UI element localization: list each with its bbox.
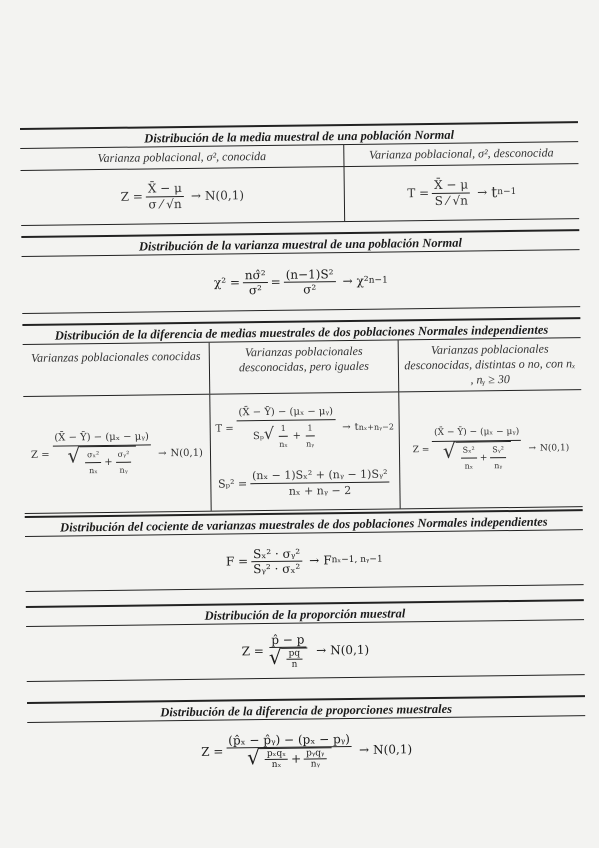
z-dif-prop-rad2 [304, 748, 327, 769]
z-dif-prop-rhs: N(0,1) [373, 742, 413, 757]
formula-z-dif-large [398, 390, 582, 508]
z-dif-prop-num: (p̂ₓ − p̂ᵧ) − (pₓ − pᵧ) [226, 731, 352, 748]
z-dif-large-rad2-den: nᵧ [494, 461, 503, 471]
formula-t-dif-cell [209, 392, 399, 510]
t-media-num: X̄ − μ [432, 177, 470, 193]
z-prop-rad-den: n [291, 659, 298, 670]
chi-lhs: χ² = [213, 275, 241, 290]
t-dif-rad1-num: 1 [279, 421, 288, 437]
chi-den1: σ² [248, 282, 262, 297]
chi-rhs: χ² [356, 273, 369, 288]
arrow-symbol: → [528, 443, 537, 454]
f-fraction [251, 546, 302, 576]
t-dif-num: (X̄ − Ȳ) − (μₓ − μᵧ) [236, 404, 335, 421]
z-dif-prop-fraction [226, 731, 352, 770]
section-title-cociente: Distribución del cociente de varianzas muestrales de dos poblaciones Normales independientes [25, 509, 583, 537]
z-dif-fraction [52, 429, 151, 478]
z-dif-prop-rad2-den: nᵧ [310, 758, 321, 769]
header-desconocidas-distintas: Varianzas poblacionales desconocidas, distintas o no, con nₓ , nᵧ ≥ 30 [398, 338, 582, 391]
z-dif-prop-lhs: Z = [201, 744, 224, 759]
z-dif-radicand [80, 446, 137, 479]
arrow-symbol: → [316, 643, 327, 658]
section-title-media: Distribución de la media muestral de una población Normal [20, 121, 578, 149]
sqrt-icon: √ [263, 423, 275, 444]
z-media-rhs: N(0,1) [204, 187, 245, 203]
sqrt-icon: √ [268, 644, 282, 669]
z-prop-sqrt [267, 644, 310, 670]
chi-num1: nσ̂² [243, 267, 268, 282]
chi-frac1 [243, 267, 268, 296]
t-dif-rad2-den: nᵧ [306, 439, 315, 449]
t-dif-sp: Sₚ [252, 431, 264, 443]
z-dif-rad1-num: σₓ² [85, 447, 101, 463]
dif-medias-headers-row [23, 338, 582, 397]
formula-z-media [21, 167, 345, 225]
chi-den2: σ² [303, 281, 317, 297]
z-dif-rad2-den: nᵧ [119, 465, 128, 475]
z-dif-rad2 [115, 447, 131, 478]
z-dif-large-rad1 [461, 442, 477, 473]
sp2-num: (nₓ − 1)Sₓ² + (nᵧ − 1)Sᵧ² [250, 467, 390, 485]
z-dif-prop-radicand [260, 747, 332, 770]
t-media-rhs: t [491, 182, 498, 201]
t-dif-fraction [236, 404, 335, 452]
z-prop-rad [287, 648, 303, 669]
z-dif-large-rad1-den: nₓ [464, 461, 474, 471]
t-dif-rad1 [277, 421, 290, 452]
z-media-den: σ ⁄ √n [148, 196, 182, 211]
section-title-varianza: Distribución de la varianza muestral de una población Normal [21, 229, 579, 257]
formula-f [25, 530, 584, 592]
formula-chi [22, 250, 581, 314]
t-media-fraction [432, 177, 470, 208]
t-dif-plus: + [292, 430, 302, 442]
z-dif-rhs: N(0,1) [170, 447, 204, 459]
formula-z-dif [23, 395, 210, 513]
arrow-symbol: → [342, 421, 351, 434]
sp2-den: nₓ + nᵧ − 2 [288, 483, 352, 498]
z-dif-prop-rad1-den: nₓ [271, 759, 282, 770]
z-dif-prop-rad1 [265, 748, 288, 769]
formula-t-dif [214, 403, 395, 452]
z-dif-rad1 [85, 447, 101, 478]
z-prop-rad-num: pq [287, 648, 303, 659]
z-dif-rad2-num: σᵧ² [115, 447, 131, 463]
arrow-symbol: → [477, 184, 488, 199]
t-media-den: S ⁄ √n [434, 193, 468, 208]
z-media-lhs: Z = [120, 189, 144, 204]
media-formulas-row [21, 164, 580, 226]
t-dif-sub: nₓ+nᵧ−2 [358, 422, 394, 432]
f-num: Sₓ² · σᵧ² [251, 546, 302, 562]
z-dif-lhs: Z = [30, 449, 50, 461]
sqrt-icon: √ [247, 744, 261, 769]
z-dif-large-rad2-num: Sᵧ² [490, 442, 506, 458]
z-dif-sqrt [65, 443, 138, 479]
z-dif-large-rhs: N(0,1) [539, 442, 570, 454]
z-prop-rhs: N(0,1) [330, 642, 370, 658]
section-title-proporcion: Distribución de la proporción muestral [26, 599, 584, 627]
sp2-lhs: Sₚ² = [218, 477, 248, 491]
chi-sub: n−1 [368, 275, 388, 286]
z-dif-rad1-den: nₓ [89, 466, 98, 476]
chi-num2: (n−1)S² [284, 267, 336, 283]
z-prop-lhs: Z = [241, 644, 264, 659]
z-dif-large-plus: + [479, 453, 488, 464]
t-dif-lhs: T = [215, 423, 234, 435]
z-dif-large-num: (X̄ − Ȳ) − (μₓ − μᵧ) [432, 425, 521, 442]
formula-z-dif-prop [27, 716, 586, 785]
z-dif-prop-plus: + [290, 751, 302, 766]
f-rhs: F [323, 553, 332, 568]
t-dif-rhs: t [354, 421, 359, 433]
z-dif-large-radicand [456, 441, 512, 474]
header-varianza-conocida: Varianza poblacional, σ², conocida [97, 148, 267, 166]
header-varianza-desconocida: Varianza poblacional, σ², desconocida [343, 142, 578, 166]
z-dif-prop-rad1-num: pₓqₓ [265, 748, 288, 759]
z-media-fraction [146, 181, 184, 212]
dif-medias-formulas-row [23, 390, 582, 514]
t-dif-rad2 [304, 420, 317, 451]
f-den: Sᵧ² · σₓ² [253, 561, 301, 576]
t-dif-rad2-num: 1 [305, 420, 314, 436]
formula-z-prop [26, 620, 585, 682]
arrow-symbol: → [342, 273, 353, 289]
z-dif-prop-sqrt [245, 744, 334, 770]
f-lhs: F = [225, 554, 249, 569]
t-dif-den [251, 420, 322, 452]
z-dif-large-fraction [432, 425, 522, 474]
sp2-fraction [250, 467, 390, 500]
z-prop-num: p̂ − p [269, 632, 306, 647]
arrow-symbol: → [190, 188, 202, 203]
t-media-sub: n−1 [497, 186, 517, 197]
z-dif-large-sqrt [441, 438, 513, 474]
arrow-symbol: → [358, 742, 370, 757]
formula-t-media [344, 164, 580, 221]
arrow-symbol: → [158, 447, 167, 459]
formula-sheet [20, 121, 586, 785]
z-dif-plus: + [104, 456, 113, 468]
sqrt-icon: √ [442, 438, 456, 463]
section-title-dif-proporciones: Distribución de la diferencia de proporciones muestrales [27, 695, 585, 723]
sqrt-icon: √ [67, 443, 81, 468]
section-title-dif-medias: Distribución de la diferencia de medias muestrales de dos poblaciones Normales independientes [22, 317, 580, 345]
z-prop-fraction [267, 632, 310, 670]
z-dif-prop-rad2-num: pᵧqᵧ [304, 748, 326, 759]
formula-sp2 [215, 466, 395, 499]
z-dif-large-rad1-num: Sₓ² [461, 442, 477, 458]
header-desconocidas-iguales: Varianzas poblacionales desconocidas, pero iguales [209, 340, 399, 393]
f-sub: nₓ−1, nᵧ−1 [331, 554, 383, 566]
arrow-symbol: → [309, 553, 320, 568]
header-conocidas: Varianzas poblacionales conocidas [31, 348, 201, 365]
chi-frac2 [284, 267, 336, 297]
z-media-num: X̄ − μ [146, 181, 184, 197]
z-dif-large-lhs: Z = [412, 444, 430, 455]
z-prop-radicand [282, 647, 308, 669]
z-dif-large-rad2 [490, 442, 506, 473]
chi-eq: = [270, 274, 281, 289]
t-dif-rad1-den: nₓ [279, 439, 288, 449]
z-dif-num: (X̄ − Ȳ) − (μₓ − μᵧ) [52, 429, 151, 446]
t-media-lhs: T = [407, 185, 430, 200]
